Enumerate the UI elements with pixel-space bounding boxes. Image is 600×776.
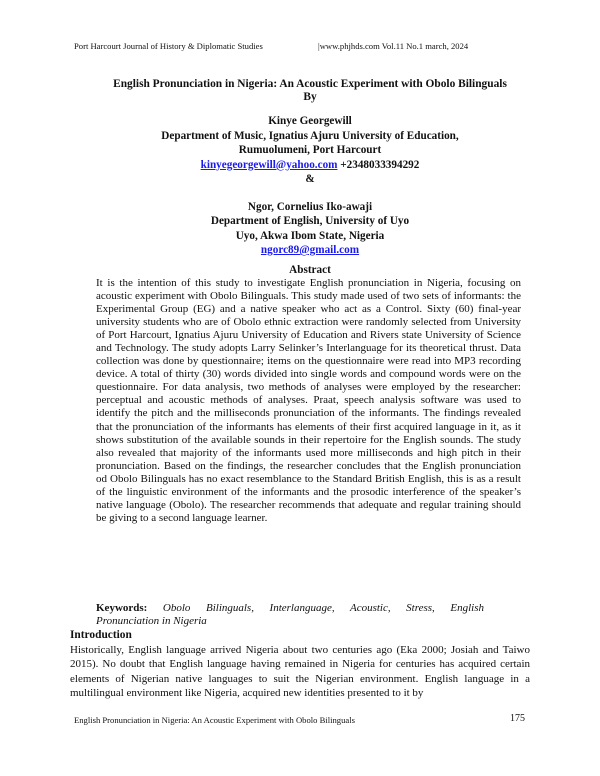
author2-name: Ngor, Cornelius Iko-awaji bbox=[247, 200, 373, 213]
paper-title-block bbox=[80, 78, 540, 104]
abstract-text: It is the intention of this study to investigate English pronunciation in Nigeria, focusing on acoustic experiment with Obolo Bilinguals. This study made used of two sets of informants: the Experimental Group (EG) and a native speaker who act as a Control. Sixty (60) final-year university students who are of Obolo ethnic extraction were randomly selected from University of Port Harcourt, Ignatius Ajuru University of Education and Rivers state University of Science and Technology. The study adopts Larry Selinker’s Interlanguage for its theoretical thrust. Data collection was done by questionnaire; items on the questionnaire were read into MP3 recording device. A total of thirty (30) words divided into single words and compound words were on the questionnaire. For data analysis, two methods of analyses were employed by the researcher: perceptual and acoustic methods of analyses. Praat, speech analysis software was used to identify the pitch and the milliseconds pronunciation of the informants. The findings revealed that the pronunciation of the informants has elements of their first acquired language in it, as it shows substitution of the available sounds in their repertoire for the English sounds. The study also revealed that majority of the informants used more milliseconds and high pitch in their pronunciation. Based on the findings, the researcher concludes that the English pronunciation od Obolo Bilinguals has no exact resemblance to the Standard British English, this is as a result of the linguistic environment of the informants and the prosodic interference of the speaker’s native language (Obolo). The researcher recommends that adequate and regular training should be giving to a second language learner. bbox=[96, 277, 521, 524]
keywords-list-part1: Obolo Bilinguals, Interlanguage, Acoustic, Stress, English bbox=[162, 602, 484, 614]
footer-title: English Pronunciation in Nigeria: An Acoustic Experiment with Obolo Bilinguals bbox=[74, 715, 355, 725]
keywords-line1 bbox=[96, 602, 484, 615]
page-number: 175 bbox=[510, 713, 525, 724]
running-header-journal: Port Harcourt Journal of History & Diplomatic Studies bbox=[74, 41, 263, 51]
author1-dept: Department of Music, Ignatius Ajuru University of Education, bbox=[161, 129, 459, 142]
title-by: By bbox=[303, 91, 317, 103]
author1-email-link[interactable]: kinyegeorgewill@yahoo.com bbox=[200, 158, 338, 171]
author1-name: Kinye Georgewill bbox=[268, 115, 352, 127]
introduction-paragraph: Historically, English language arrived Nigeria about two centuries ago (Eka 2000; Josiah and Taiwo 2015). No doubt that English language having remained in Nigeria for centuries has acquired certain elements of Nigerian native languages to suit the Nigerian environment. English language in a multilingual environment like Nigeria, acquired new identities presented to it by bbox=[70, 644, 530, 699]
author-separator: & bbox=[305, 173, 315, 185]
author2-dept: Department of English, University of Uyo bbox=[210, 215, 410, 227]
author1-place: Rumuolumeni, Port Harcourt bbox=[238, 144, 382, 156]
introduction-heading: Introduction bbox=[70, 629, 132, 641]
paper-title: English Pronunciation in Nigeria: An Acoustic Experiment with Obolo Bilinguals bbox=[113, 78, 507, 90]
author2-contact bbox=[90, 243, 530, 258]
introduction-text bbox=[70, 643, 530, 700]
running-header-issue: |www.phjhds.com Vol.11 No.1 march, 2024 bbox=[318, 41, 469, 51]
author-block bbox=[90, 114, 530, 258]
author1-contact bbox=[90, 158, 530, 173]
author1-phone: +2348033394292 bbox=[337, 158, 420, 171]
author2-place: Uyo, Akwa Ibom State, Nigeria bbox=[235, 229, 385, 242]
abstract-heading: Abstract bbox=[289, 264, 331, 276]
keywords-list-part2: Pronunciation in Nigeria bbox=[96, 615, 207, 627]
author2-email-link[interactable]: ngorc89@gmail.com bbox=[260, 244, 360, 256]
keywords-label: Keywords: bbox=[96, 602, 148, 614]
